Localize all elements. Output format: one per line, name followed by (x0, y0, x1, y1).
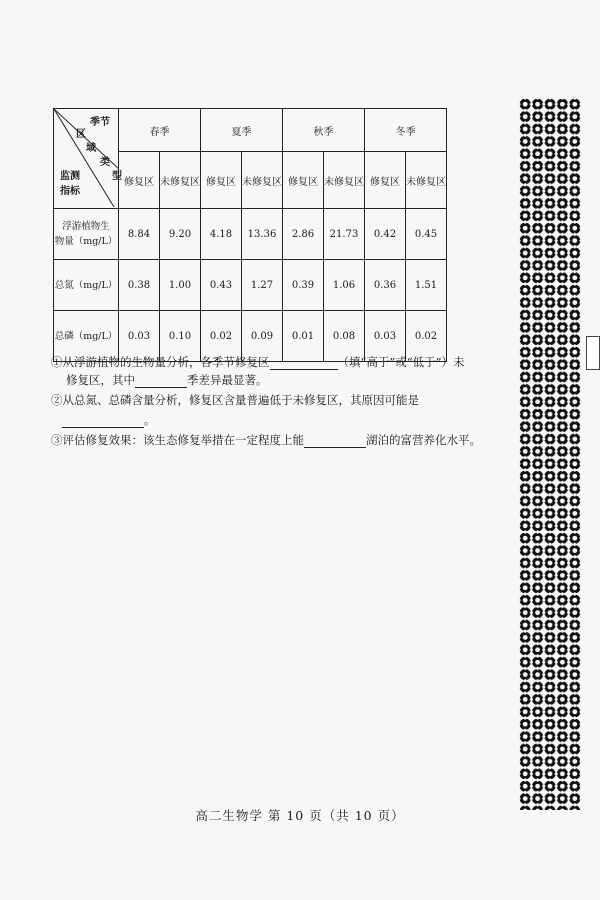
corner-monitor: 监测 (60, 171, 80, 182)
q3-text-a: ③评估修复效果：该生态修复举措在一定程度上能 (51, 433, 304, 447)
table-cell: 0.09 (242, 311, 283, 362)
answer-blank-3[interactable] (62, 415, 144, 428)
answer-blank-1[interactable] (270, 357, 338, 370)
table-cell: 0.38 (119, 260, 160, 311)
side-binding-tab (586, 336, 600, 370)
q1-text-b: （填“高于”或“低于”）未 (337, 355, 465, 369)
row-label-phytoplankton (54, 209, 119, 260)
question-2-line1 (51, 392, 419, 408)
subtype-header: 未修复区 (160, 152, 201, 209)
corner-indicator: 指标 (60, 186, 80, 197)
table-cell: 13.36 (242, 209, 283, 260)
answer-blank-4[interactable] (304, 435, 366, 448)
corner-yu: 域 (86, 143, 96, 154)
season-header-winter: 冬季 (365, 109, 447, 152)
table-cell: 0.42 (365, 209, 406, 260)
page-footer: 高二生物学 第 10 页（共 10 页） (195, 808, 405, 823)
table-cell: 0.02 (201, 311, 242, 362)
row-label-line1: 浮游植物生 (62, 221, 110, 232)
table-cell: 0.10 (160, 311, 201, 362)
table-cell: 1.51 (406, 260, 447, 311)
q3-text-b: 湖泊的富营养化水平。 (366, 433, 481, 447)
subtype-header: 未修复区 (324, 152, 365, 209)
answer-blank-2[interactable] (135, 375, 187, 388)
subtype-header: 修复区 (201, 152, 242, 209)
table-cell: 0.02 (406, 311, 447, 362)
corner-season: 季节 (90, 117, 110, 128)
question-3 (51, 432, 481, 448)
table-cell: 0.03 (365, 311, 406, 362)
subtype-header: 修复区 (119, 152, 160, 209)
season-header-spring: 春季 (119, 109, 201, 152)
table-corner-header (54, 109, 122, 209)
season-header-autumn: 秋季 (283, 109, 365, 152)
question-1-line1 (51, 354, 465, 370)
subtype-header: 修复区 (283, 152, 324, 209)
table-cell: 21.73 (324, 209, 365, 260)
corner-qu: 区 (76, 129, 86, 140)
question-1-line2 (66, 372, 268, 388)
table-row-phytoplankton (54, 209, 447, 260)
table-cell: 0.08 (324, 311, 365, 362)
table-cell: 4.18 (201, 209, 242, 260)
corner-xing: 型 (112, 171, 122, 182)
table-cell: 2.86 (283, 209, 324, 260)
season-header-summer: 夏季 (201, 109, 283, 152)
table-cell: 0.03 (119, 311, 160, 362)
table-cell: 1.06 (324, 260, 365, 311)
row-label-total-phosphorus: 总磷（mg/L） (54, 311, 119, 362)
table-cell: 0.39 (283, 260, 324, 311)
subtype-header: 未修复区 (242, 152, 283, 209)
table-cell: 0.01 (283, 311, 324, 362)
table-cell: 1.00 (160, 260, 201, 311)
table-cell: 0.45 (406, 209, 447, 260)
table-cell: 9.20 (160, 209, 201, 260)
monitoring-table (53, 108, 446, 362)
table-cell: 1.27 (242, 260, 283, 311)
subtype-header: 未修复区 (406, 152, 447, 209)
q1-text-d: 季差异最显著。 (187, 373, 268, 387)
table-cell: 8.84 (119, 209, 160, 260)
table-cell: 0.43 (201, 260, 242, 311)
table-cell: 0.36 (365, 260, 406, 311)
binding-gear-pattern (519, 98, 581, 810)
q2-text-b: 。 (144, 413, 156, 427)
row-label-line2: 物量（mg/L） (54, 236, 118, 247)
question-2-line2 (62, 412, 156, 428)
table-row-total-nitrogen (54, 260, 447, 311)
corner-lei: 类 (100, 157, 110, 168)
q2-text-a: ②从总氮、总磷含量分析，修复区含量普遍低于未修复区，其原因可能是 (51, 393, 419, 407)
q1-text-c: 修复区，其中 (66, 373, 135, 387)
q1-text-a: ①从浮游植物的生物量分析，各季节修复区 (51, 355, 270, 369)
subtype-header: 修复区 (365, 152, 406, 209)
row-label-total-nitrogen: 总氮（mg/L） (54, 260, 119, 311)
